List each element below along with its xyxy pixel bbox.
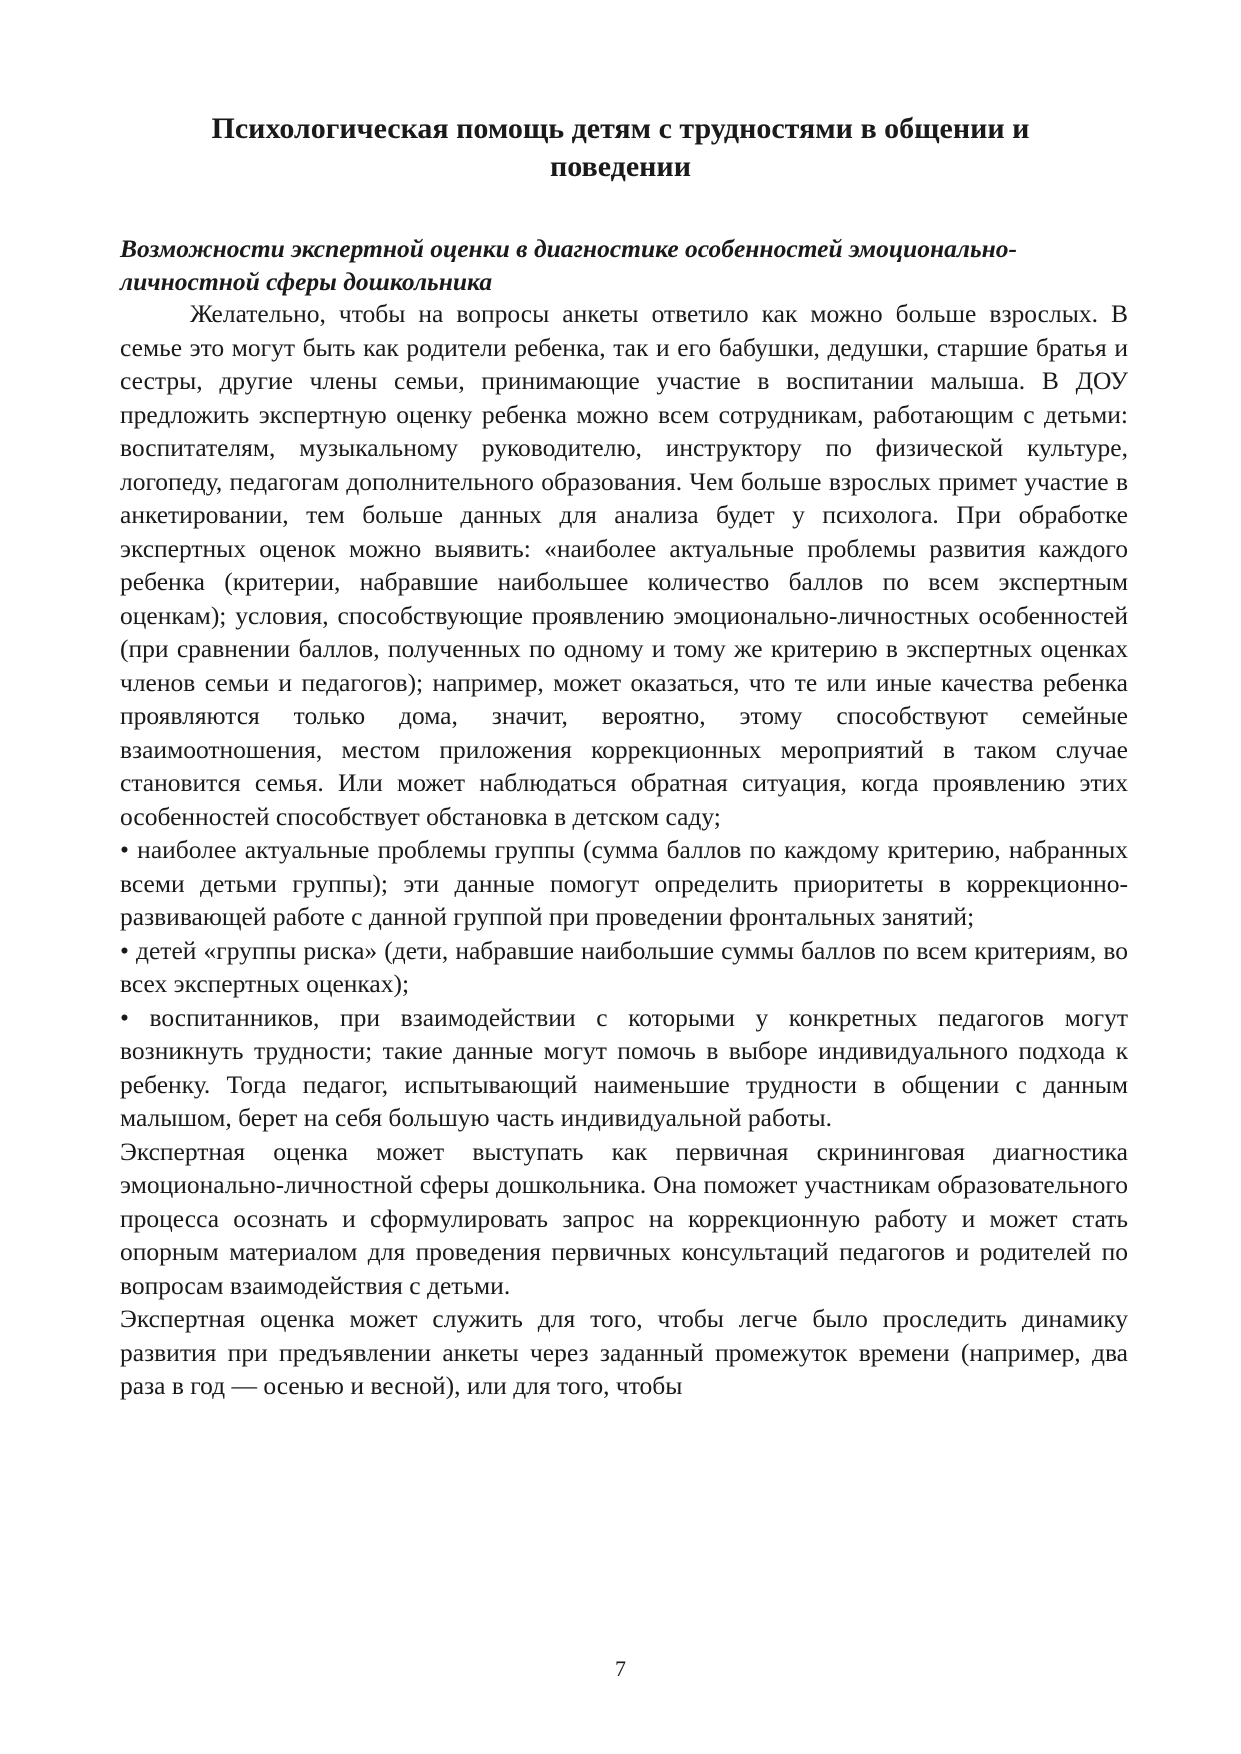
paragraph-dynamics: Экспертная оценка может служить для того, чтобы легче было проследить динамику развития при предъявлении анкеты через заданный промежуток времени (например, два раза в год — осенью и весной), или для того, чтобы — [120, 1304, 1128, 1400]
bullet-item-group-problems: • наиболее актуальные проблемы группы (сумма баллов по каждому критерию, набранных всеми детьми группы); эти данные помогут определить приоритеты в коррекционно-развивающей работе с данной группой при проведении фронтальных занятий; — [120, 835, 1128, 931]
bullet-item-risk-group: • детей «группы риска» (дети, набравшие наибольшие суммы баллов по всем критериям, во всех экспертных оценках); — [120, 935, 1128, 998]
page-number: 7 — [615, 1656, 626, 1681]
paragraph-intro: Желательно, чтобы на вопросы анкеты ответило как можно больше взрослых. В семье это могут быть как родители ребенка, так и его бабушки, дедушки, старшие братья и сестры, другие члены семьи, принимающие участие в воспитании малыша. В ДОУ предложить экспертную оценку ребенка можно всем сотрудникам, работающим с детьми: воспитателям, музыкальному руководителю, инструктору по физической культуре, логопеду, педагогам дополнительного образования. Чем больше взрослых примет участие в анкетировании, тем больше данных для анализа будет у психолога. При обработке экспертных оценок можно выявить: «наиболее актуальные проблемы развития каждого ребенка (критерии, набравшие наибольшее количество баллов по всем экспертным оценкам); условия, способствующие проявлению эмоционально-личностных особенностей (при сравнении баллов, полученных по одному и тому же критерию в экспертных оценках членов семьи и педагогов); например, может оказаться, что те или иные качества ребенка проявляются только дома, значит, вероятно, этому способствуют семейные взаимоотношения, местом приложения коррекционных мероприятий в таком случае становится семья. Или может наблюдаться обратная ситуация, когда проявлению этих особенностей способствует обстановка в детском саду; — [120, 299, 1128, 831]
paragraph-screening: Экспертная оценка может выступать как первичная скрининговая диагностика эмоционально-личностной сферы дошкольника. Она поможет участникам образовательного процесса осознать и сформулировать запрос на коррекционную работу и может стать опорным материалом для проведения первичных консультаций педагогов и родителей по вопросам взаимодействия с детьми. — [120, 1136, 1128, 1300]
body-text — [120, 297, 1128, 1403]
page-title: Психологическая помощь детям с трудностями в общении и поведении — [211, 112, 1030, 183]
section-subtitle: Возможности экспертной оценки в диагностике особенностей эмоционально-личностной сферы дошкольника — [120, 234, 1018, 296]
bullet-item-pupils: • воспитанников, при взаимодействии с которыми у конкретных педагогов могут возникнуть трудности; такие данные могут помочь в выборе индивидуального подхода к ребенку. Тогда педагог, испытывающий наименьшие трудности в общении с данным малышом, берет на себя большую часть индивидуальной работы. — [120, 1002, 1128, 1132]
